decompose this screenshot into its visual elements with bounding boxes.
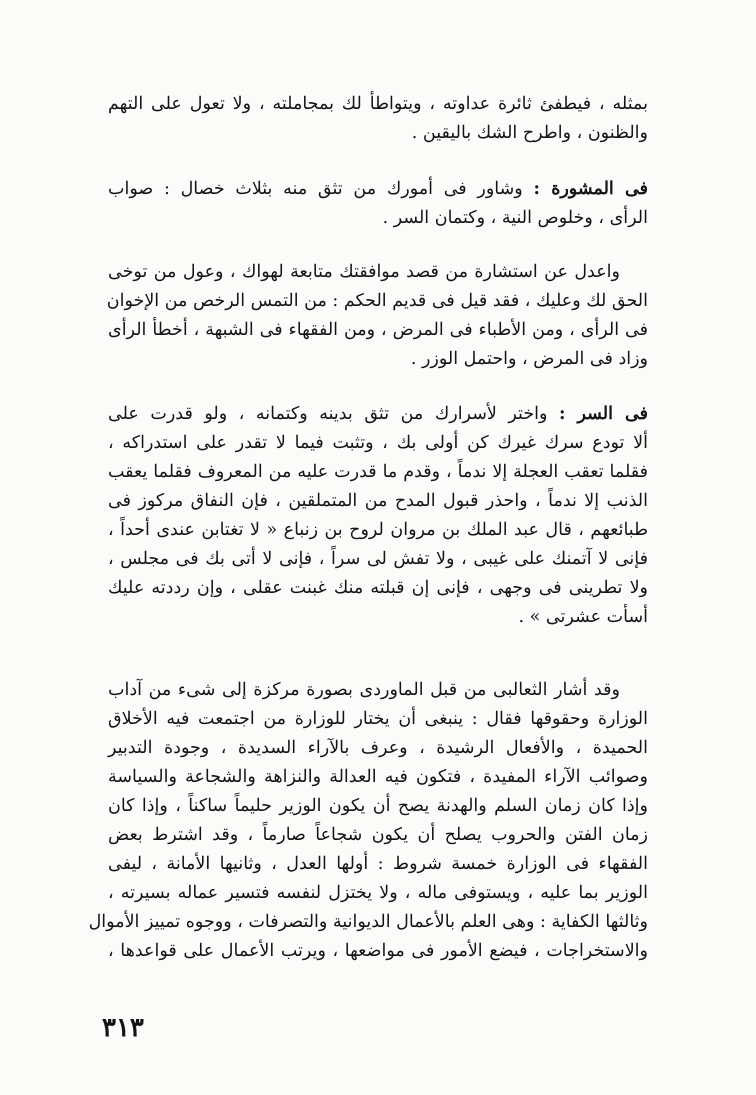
- paragraph-1: [108, 90, 648, 148]
- text-line: والظنون ، واطرح الشك باليقين .: [411, 123, 648, 143]
- section-heading-consultation: فى المشورة :: [533, 179, 648, 199]
- text-line: واعدل عن استشارة من قصد موافقتك متابعة لهواك ، وعول من توخى: [108, 262, 620, 282]
- text-line: أسأت عشرتى » .: [518, 607, 648, 627]
- text-line: وصوائب الآراء المفيدة ، فتكون فيه العدالة والنزاهة والشجاعة والسياسة: [108, 767, 648, 787]
- text-line: وشاور فى أمورك من تثق منه بثلاث خصال : صواب: [108, 179, 534, 199]
- text-line-with-heading: [108, 175, 648, 204]
- page-number: ٣١٣: [102, 1013, 144, 1043]
- paragraph-3: [108, 258, 648, 374]
- text-line: الوزير بما عليه ، ويستوفى ماله ، ولا يختزل لنفسه فتسير عماله بسيرته ،: [108, 883, 648, 903]
- text-line: الحميدة ، والأفعال الرشيدة ، وعرف بالآراء السديدة ، وجودة التدبير: [108, 738, 648, 758]
- paragraph-secret: [108, 400, 648, 632]
- paragraph-5: [88, 676, 648, 966]
- text-line: طبائعهم ، قال عبد الملك بن مروان لروح بن زنباع « لا تغتابن عندى أحداً ،: [108, 520, 648, 540]
- text-line: والاستخراجات ، فيضع الأمور فى مواضعها ، ويرتب الأعمال على قواعدها ،: [108, 941, 648, 961]
- text-line: الوزارة وحقوقها فقال : ينبغى أن يختار للوزارة من اجتمعت فيه الأخلاق: [108, 709, 648, 729]
- text-line: واختر لأسرارك من تثق بدينه وكتمانه ، ولو قدرت على: [108, 404, 559, 424]
- text-line: زمان الفتن والحروب يصلح أن يكون شجاعاً صارماً ، وقد اشترط بعض: [108, 825, 648, 845]
- text-line: فى الرأى ، ومن الأطباء فى المرض ، ومن الفقهاء فى الشبهة ، أخطأ الرأى: [108, 320, 648, 340]
- text-line: الفقهاء فى الوزارة خمسة شروط : أولها العدل ، وثانيها الأمانة ، ليفى: [108, 854, 648, 874]
- text-line: الحق لك وعليك ، فقد قيل فى قديم الحكم : من التمس الرخص من الإخوان: [106, 291, 648, 311]
- text-line: فإنى لا آتمنك على غيبى ، ولا تفش لى سراً ، فإنى لا أتى بك فى مجلس ،: [108, 549, 648, 569]
- text-line: وثالثها الكفاية : وهى العلم بالأعمال الديوانية والتصرفات ، ووجوه تمييز الأموال: [88, 912, 648, 932]
- text-line: وإذا كان زمان السلم والهدنة يصح أن يكون الوزير حليماً ساكناً ، وإذا كان: [108, 796, 648, 816]
- text-line: الرأى ، وخلوص النية ، وكتمان السر .: [382, 208, 648, 228]
- text-line: وزاد فى المرض ، واحتمل الوزر .: [410, 349, 648, 369]
- section-heading-secret: فى السر :: [559, 404, 648, 424]
- text-line: ألا تودع سرك غيرك كن أولى بك ، وتثبت فيما لا تقدر على استدراكه ،: [108, 433, 648, 453]
- text-line: بمثله ، فيطفئ ثائرة عداوته ، ويتواطأ لك بمجاملته ، ولا تعول على التهم: [108, 94, 648, 114]
- text-line: وقد أشار الثعالبى من قبل الماوردى بصورة مركزة إلى شىء من آداب: [108, 680, 620, 700]
- text-line: ولا تطرينى فى وجهى ، فإنى إن قبلته منك غبنت عقلى ، وإن رددته عليك: [108, 578, 648, 598]
- paragraph-consultation: [108, 175, 648, 233]
- text-line: فقلما تعقب العجلة إلا ندماً ، وقدم ما قدرت عليه من المعروف فقلما يعقب: [108, 462, 648, 482]
- text-line: الذنب إلا ندماً ، واحذر قبول المدح من المتملقين ، فإن النفاق مركوز فى: [108, 491, 648, 511]
- text-line-with-heading: [108, 400, 648, 429]
